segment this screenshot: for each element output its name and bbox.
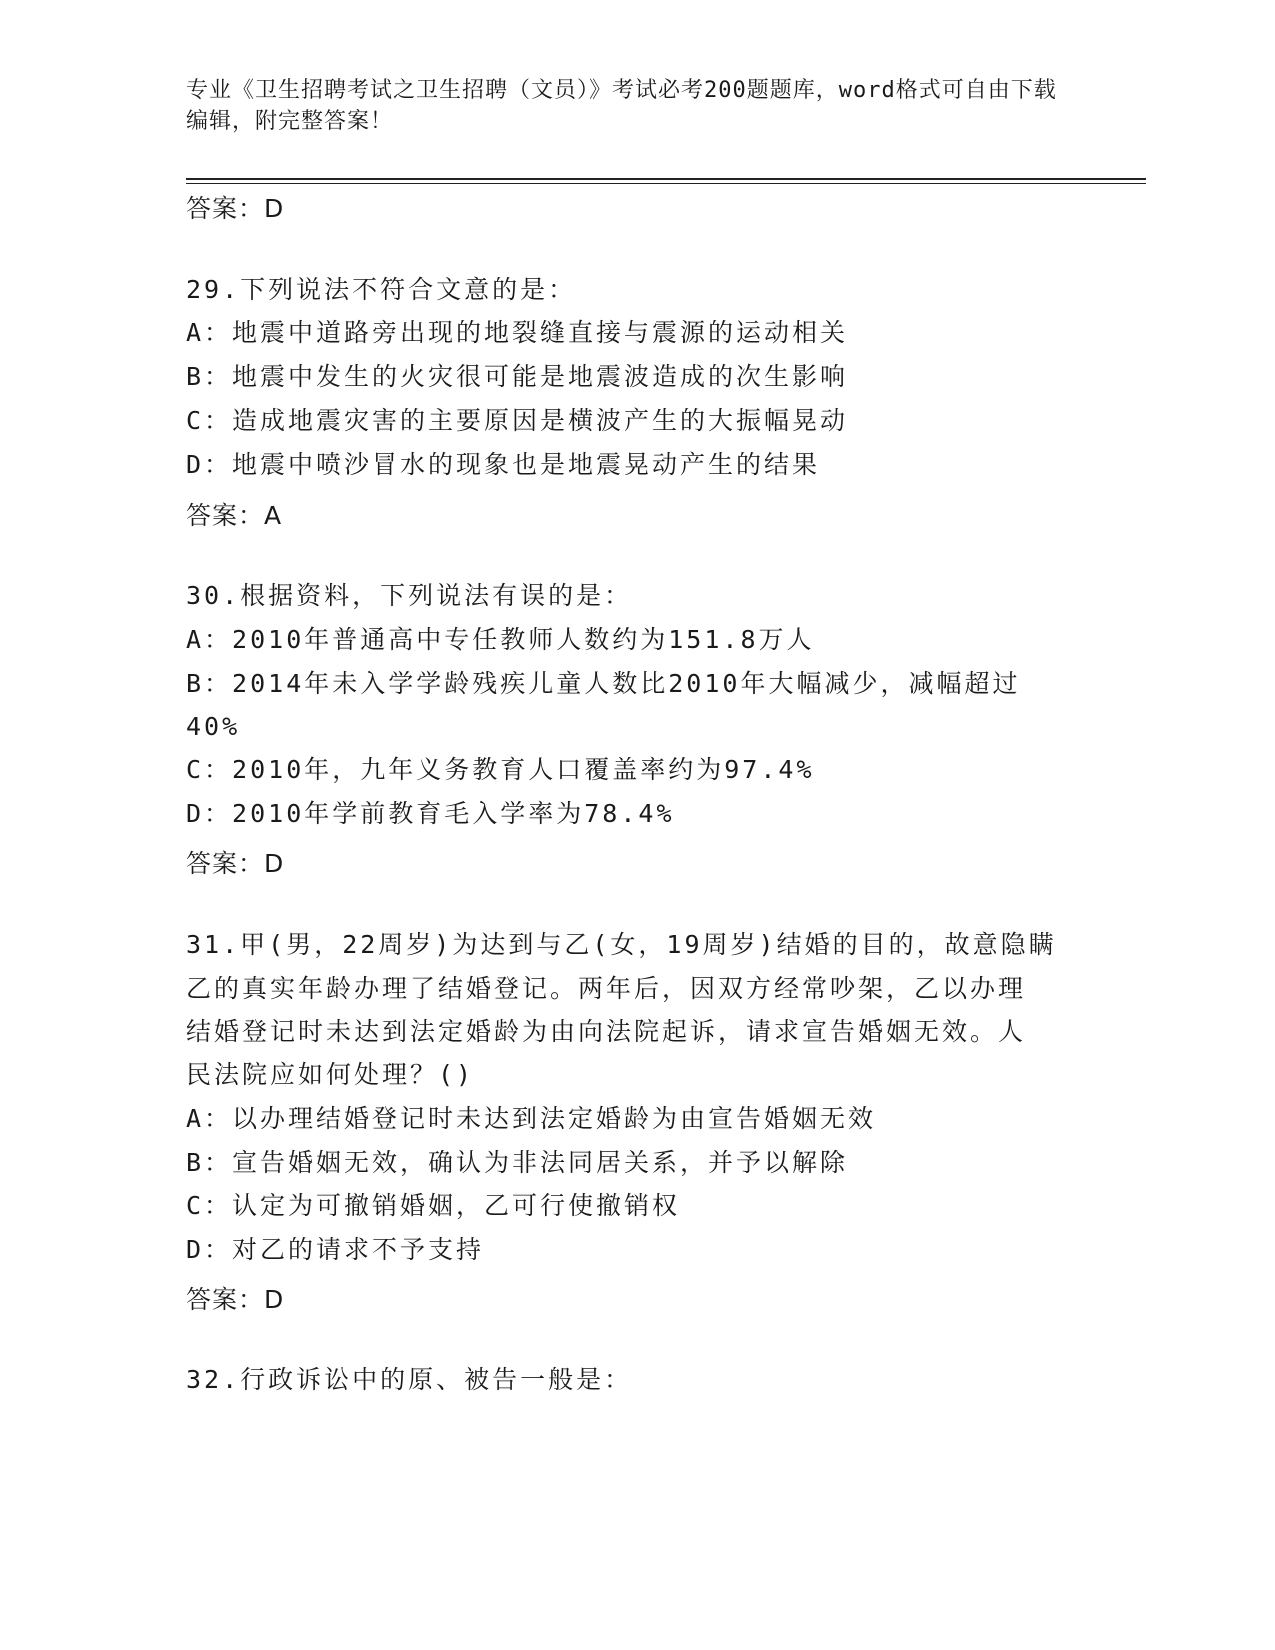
page-header-title: 专业《卫生招聘考试之卫生招聘（文员）》考试必考200题题库，word格式可自由下载编辑，附完整答案！ <box>186 78 1057 134</box>
question-31-option-b: B：宣告婚姻无效，确认为非法同居关系，并予以解除 <box>186 1148 849 1177</box>
question-32-stem: 32.行政诉讼中的原、被告一般是： <box>186 1365 633 1394</box>
question-30-option-c: C：2010年，九年义务教育人口覆盖率约为97.4% <box>186 755 815 784</box>
question-31-stem-line1: 31.甲(男，22周岁)为达到与乙(女，19周岁)结婚的目的，故意隐瞒 <box>186 930 1057 959</box>
question-29-stem: 29.下列说法不符合文意的是： <box>186 275 577 304</box>
question-30-option-b: B：2014年未入学学龄残疾儿童人数比2010年大幅减少，减幅超过 <box>186 669 1021 698</box>
question-31-option-c: C：认定为可撤销婚姻，乙可行使撤销权 <box>186 1191 681 1220</box>
answer-q29: 答案：A <box>186 501 283 530</box>
question-30-option-d: D：2010年学前教育毛入学率为78.4% <box>186 799 675 828</box>
question-31-stem-line3: 结婚登记时未达到法定婚龄为由向法院起诉，请求宣告婚姻无效。人 <box>186 1017 1027 1046</box>
answer-q31: 答案：D <box>186 1285 285 1314</box>
question-31-option-a: A：以办理结婚登记时未达到法定婚龄为由宣告婚姻无效 <box>186 1104 877 1133</box>
answer-q30: 答案：D <box>186 849 285 878</box>
question-29-option-b: B：地震中发生的火灾很可能是地震波造成的次生影响 <box>186 362 849 391</box>
question-30-option-b-cont: 40% <box>186 712 241 741</box>
question-30-stem: 30.根据资料，下列说法有误的是： <box>186 581 633 610</box>
header-divider-thick <box>186 178 1146 180</box>
question-31-stem-line4: 民法院应如何处理？() <box>186 1060 475 1089</box>
answer-q28: 答案：D <box>186 194 285 223</box>
question-29-option-a: A：地震中道路旁出现的地裂缝直接与震源的运动相关 <box>186 318 849 347</box>
question-29-option-d: D：地震中喷沙冒水的现象也是地震晃动产生的结果 <box>186 450 821 479</box>
header-divider-thin <box>186 183 1146 184</box>
question-31-option-d: D：对乙的请求不予支持 <box>186 1235 485 1264</box>
question-31-stem-line2: 乙的真实年龄办理了结婚登记。两年后，因双方经常吵架，乙以办理 <box>186 974 1027 1003</box>
question-30-option-a: A：2010年普通高中专任教师人数约为151.8万人 <box>186 625 815 654</box>
question-29-option-c: C：造成地震灾害的主要原因是横波产生的大振幅晃动 <box>186 406 849 435</box>
